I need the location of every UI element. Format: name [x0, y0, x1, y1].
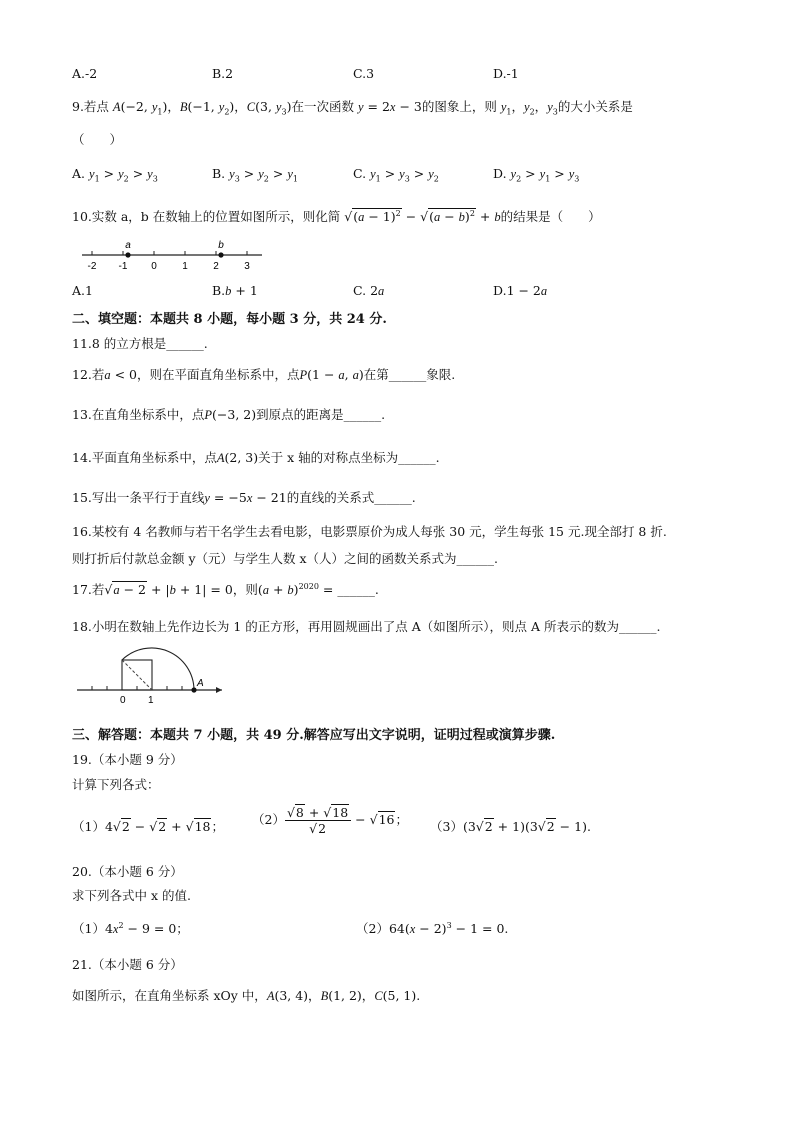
- q18-figure: [72, 636, 232, 706]
- section2-title: 二、填空题：本题共 8 小题，每小题 3 分，共 24 分.: [72, 312, 387, 327]
- q10-label-a: a: [125, 240, 131, 251]
- q10-option-d: D.1 − 2a: [493, 283, 548, 298]
- section3-title: 三、解答题：本题共 7 小题，共 49 分.解答应写出文字说明，证明过程或演算步骤.: [72, 728, 556, 743]
- q13: 13.在直角坐标系中，点P(−3, 2)到原点的距离是______.: [72, 407, 386, 422]
- q17: 17.若√a − 2 + |b + 1| = 0，则$(a + b)^{2020}$ = ______.: [72, 581, 379, 597]
- q10-tick-label: 2: [213, 261, 219, 272]
- q11: 11.8 的立方根是______.: [72, 336, 208, 351]
- q10-tick-label: 0: [151, 261, 157, 272]
- q10-option-c: C. 2a: [353, 283, 385, 298]
- q15: 15.写出一条平行于直线y = −5x − 21的直线的关系式______.: [72, 490, 416, 505]
- q18-diagonal: [122, 660, 152, 690]
- q18-axis-arrow: [216, 687, 222, 693]
- q9-paren: （ ）: [72, 132, 123, 147]
- q10-point-a: [125, 252, 130, 257]
- q10-label-b: b: [218, 240, 224, 251]
- q9-option-a: A. $y_1 > y_2 > y_3$: [72, 166, 158, 184]
- q14: 14.平面直角坐标系中，点A(2, 3)关于 x 轴的对称点坐标为______.: [72, 450, 440, 465]
- q21-header: 21.（本小题 6 分）: [72, 957, 183, 972]
- q20-part1: $(1)4x^2 - 9 = 0$；: [72, 920, 189, 936]
- q18-tick-0: 0: [120, 695, 126, 706]
- q9-option-d: D. $y_2 > y_1 > y_3$: [493, 166, 580, 184]
- q19-part3: （3）(3√2 + 1)(3√2 − 1).: [430, 819, 591, 834]
- q9-option-c: C. $y_1 > y_3 > y_2$: [353, 166, 439, 184]
- q10-tick-label: -2: [87, 261, 97, 272]
- q8-option-b: B.2: [212, 66, 234, 81]
- q10-option-b: B.b + 1: [212, 283, 258, 298]
- q9-stem: 9.若点 A(−2, $y_1$)，B(−1, $y_2$)，C(3, $y_3$)在一次函数 y = 2x − 3的图象上，则 $y_1$，$y_2$，$y_3$的大小关系是: [72, 99, 633, 117]
- q19-intro: 计算下列各式：: [72, 777, 160, 792]
- q9-option-b: B. $y_3 > y_2 > y_1$: [212, 166, 298, 184]
- q16-line1: 16.某校有 4 名教师与若干名学生去看电影，电影票原价为成人每张 30 元，学生每张 15 元.现全部打 8 折.: [72, 524, 667, 539]
- q16-line2: 则打折后付款总金额 y（元）与学生人数 x（人）之间的函数关系式为______.: [72, 551, 499, 566]
- q20-part2: $(2)64(x - 2)^3 - 1 = 0$.: [356, 920, 509, 936]
- q19-part2: （2） $\frac{√8 + √18}{√2}$ − √16；: [252, 805, 408, 836]
- q8-option-d: D.-1: [493, 66, 519, 81]
- q10-stem: 10.实数 a，b 在数轴上的位置如图所示，则化简 $√(a - 1)^2 - √(a - b)^2 + b$的结果是（ ）: [72, 208, 601, 224]
- q18-point-a: [191, 687, 196, 692]
- q10-tick-label: -1: [118, 261, 128, 272]
- q8-option-c: C.3: [353, 66, 375, 81]
- q18: 18.小明在数轴上先作边长为 1 的正方形，再用圆规画出了点 A（如图所示），则点 A 所表示的数为______.: [72, 619, 661, 634]
- q10-tick-label: 3: [244, 261, 250, 272]
- q19-part1: （1）4√2 − √2 + √18；: [72, 819, 224, 834]
- q21-text: 如图所示，在直角坐标系 xOy 中，A(3, 4)，B(1, 2)，C(5, 1).: [72, 988, 421, 1003]
- q18-arc: [122, 648, 194, 690]
- q10-tick-label: 1: [182, 261, 188, 272]
- q18-tick-1: 1: [148, 695, 154, 706]
- q12: 12.若a < 0，则在平面直角坐标系中，点P(1 − a, a)在第______象限.: [72, 367, 456, 382]
- q18-label-a: A: [197, 678, 204, 689]
- q20-header: 20.（本小题 6 分）: [72, 864, 183, 879]
- q8-option-a: A.-2: [72, 66, 98, 81]
- q20-intro: 求下列各式中 x 的值.: [72, 888, 191, 903]
- q10-number-line: [78, 238, 268, 274]
- q10-point-b: [218, 252, 223, 257]
- q19-header: 19.（本小题 9 分）: [72, 752, 183, 767]
- q10-option-a: A.1: [72, 283, 93, 298]
